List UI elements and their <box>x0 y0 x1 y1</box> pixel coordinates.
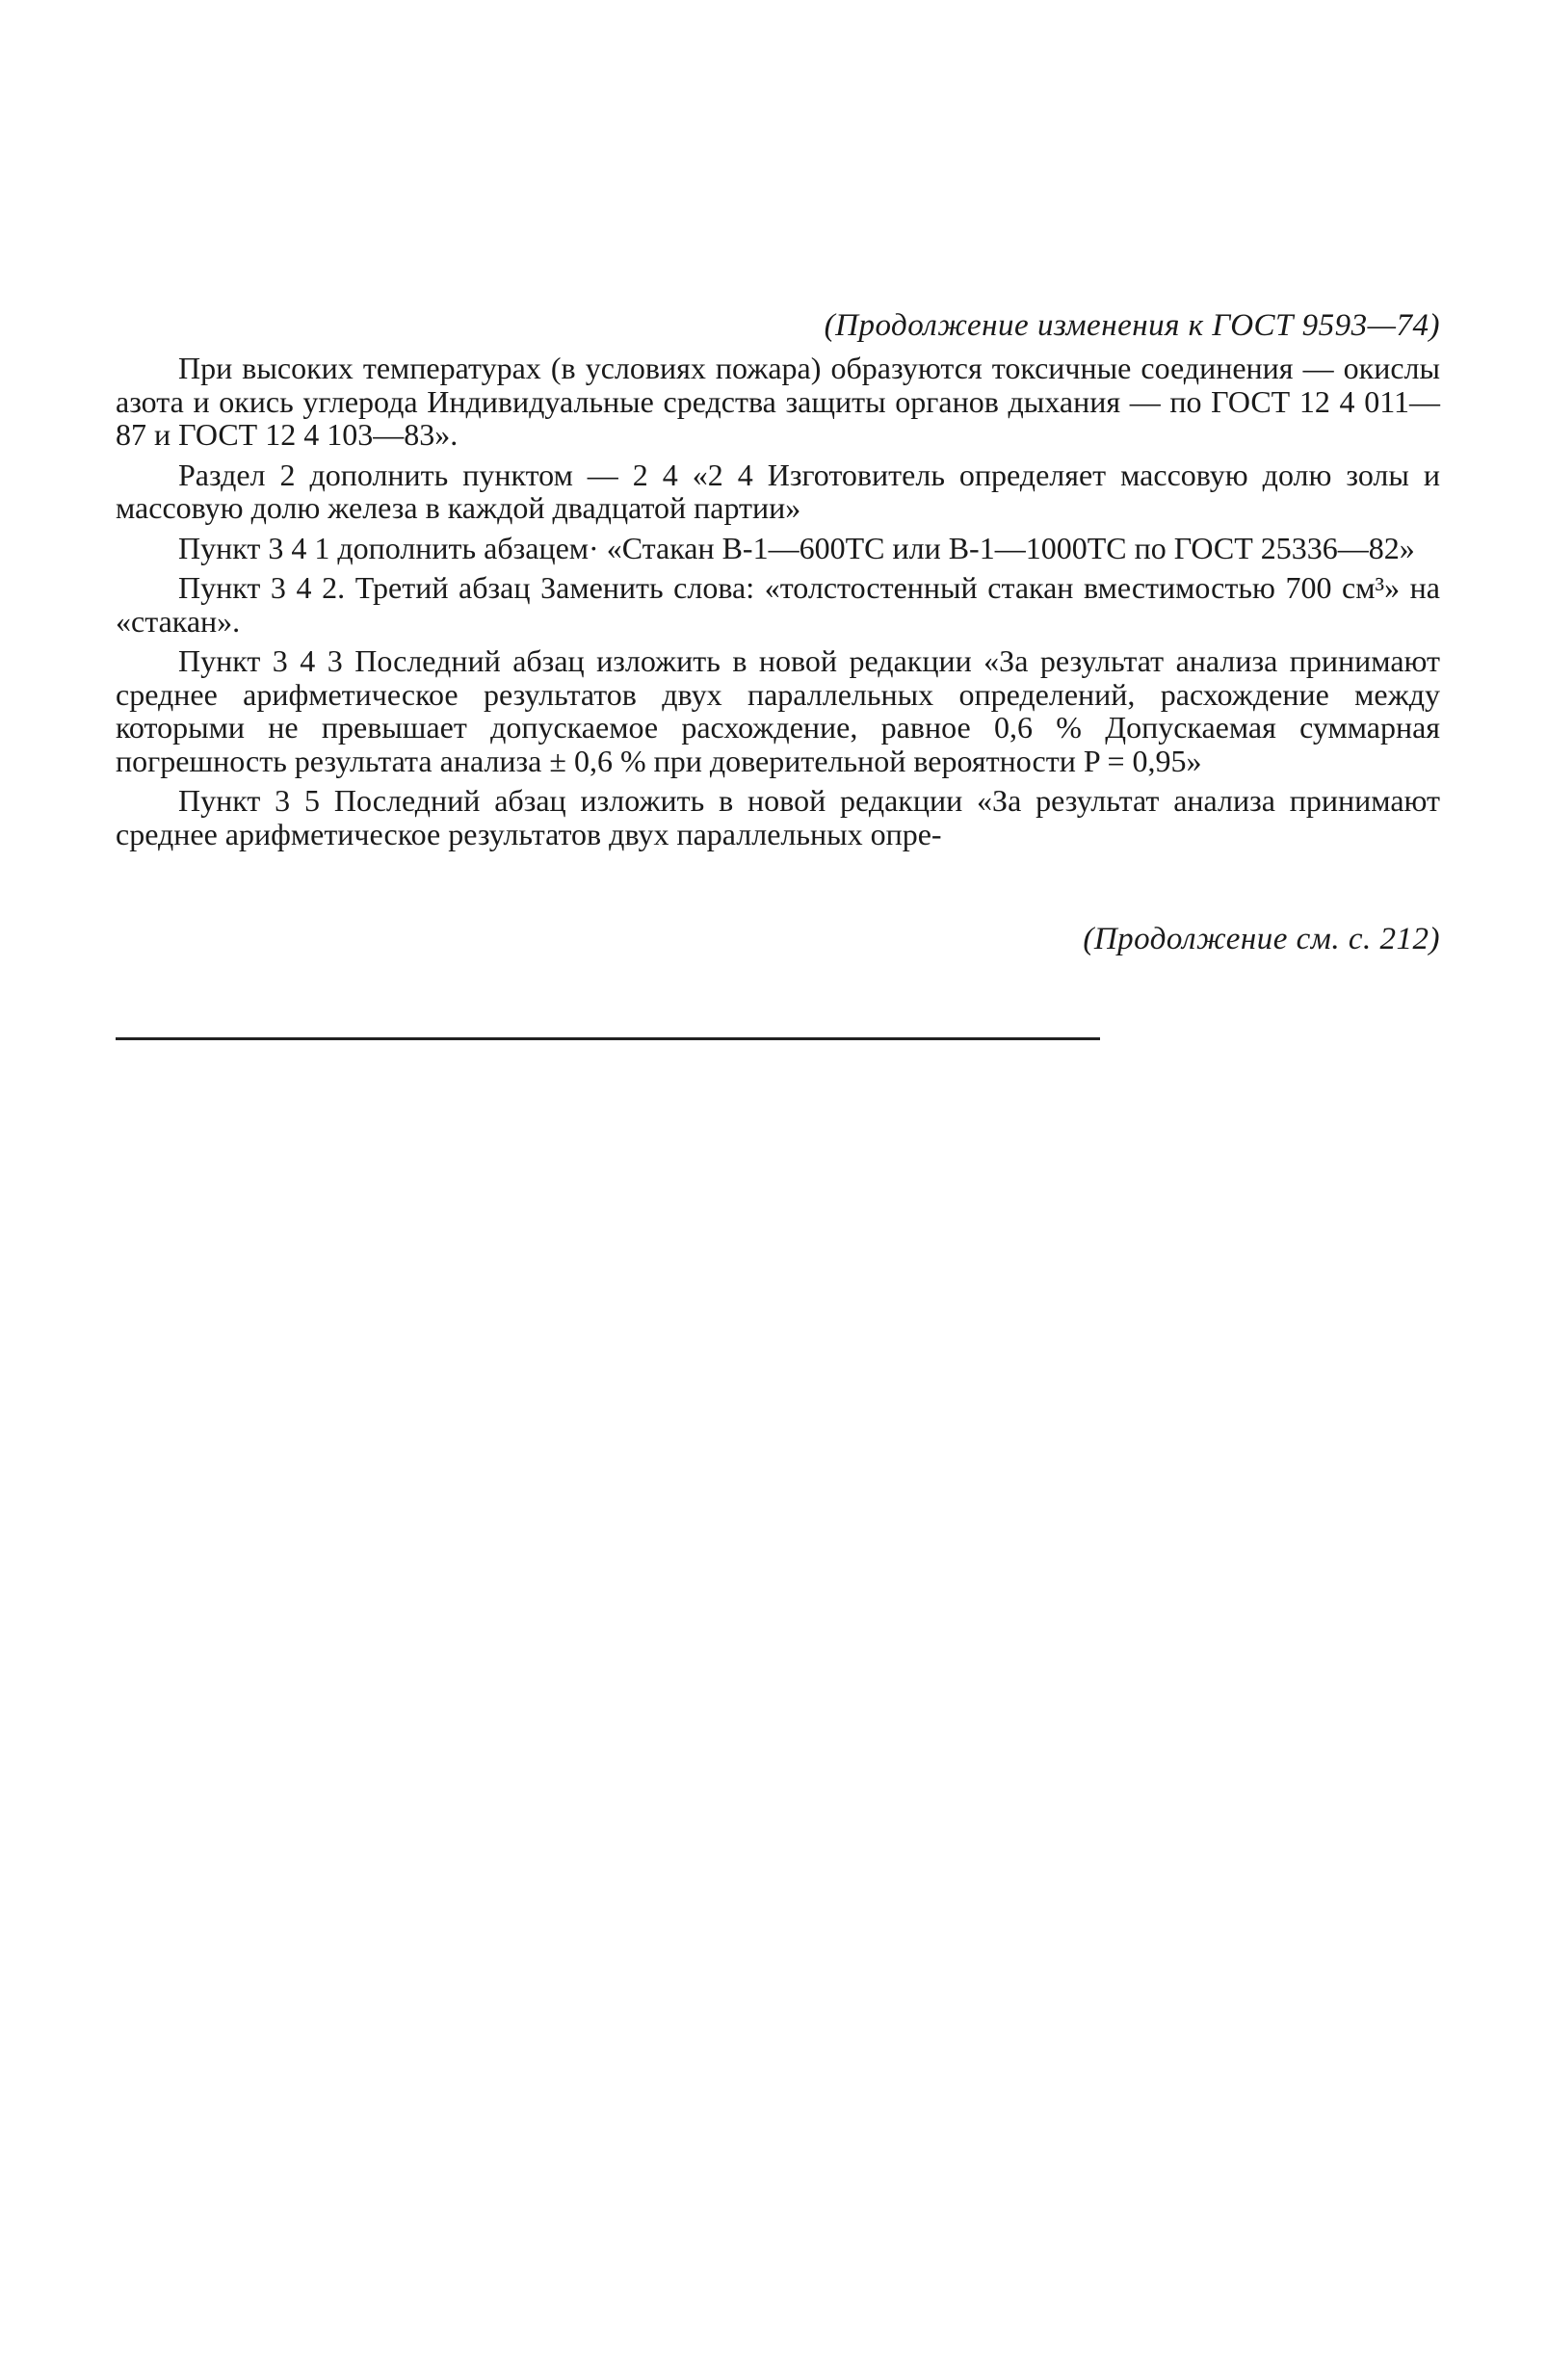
paragraph-item-3-5: Пункт 3 5 Последний абзац изложить в новой редакции «За результат анализа принимают среднее арифметическое результатов двух параллельных опре- <box>116 783 1440 851</box>
paragraph-item-3-4-2: Пункт 3 4 2. Третий абзац Заменить слова: «толстостенный стакан вместимостью 700 см³» на «стакан». <box>116 570 1440 639</box>
continuation-footer: (Продолжение см. с. 212) <box>1083 922 1440 956</box>
continuation-header: (Продолжение изменения к ГОСТ 9593—74) <box>824 308 1440 343</box>
paragraph-section-2: Раздел 2 дополнить пунктом — 2 4 «2 4 Изготовитель определяет массовую долю золы и массовую долю железа в каждой двадцатой партии» <box>116 457 1440 525</box>
amendment-text <box>116 352 1440 857</box>
paragraph-toxic-compounds: При высоких температурах (в условиях пожара) образуются токсичные соединения — окислы азота и окись углерода Индивидуальные средства защиты органов дыхания — по ГОСТ 12 4 011—87 и ГОСТ 12 4 103—83». <box>116 351 1440 452</box>
horizontal-rule <box>116 1037 1100 1040</box>
paragraph-item-3-4-1: Пункт 3 4 1 дополнить абзацем· «Стакан В-1—600ТС или В-1—1000ТС по ГОСТ 25336—82» <box>178 530 1415 565</box>
paragraph-item-3-4-3: Пункт 3 4 3 Последний абзац изложить в новой редакции «За результат анализа принимают среднее арифметическое результатов двух параллельных определений, расхождение между которыми не превышает допускаемое расхождение, равное 0,6 % Допускаемая суммарная погрешность результата анализа ± 0,6 % при доверительной вероятности P = 0,95» <box>116 643 1440 778</box>
